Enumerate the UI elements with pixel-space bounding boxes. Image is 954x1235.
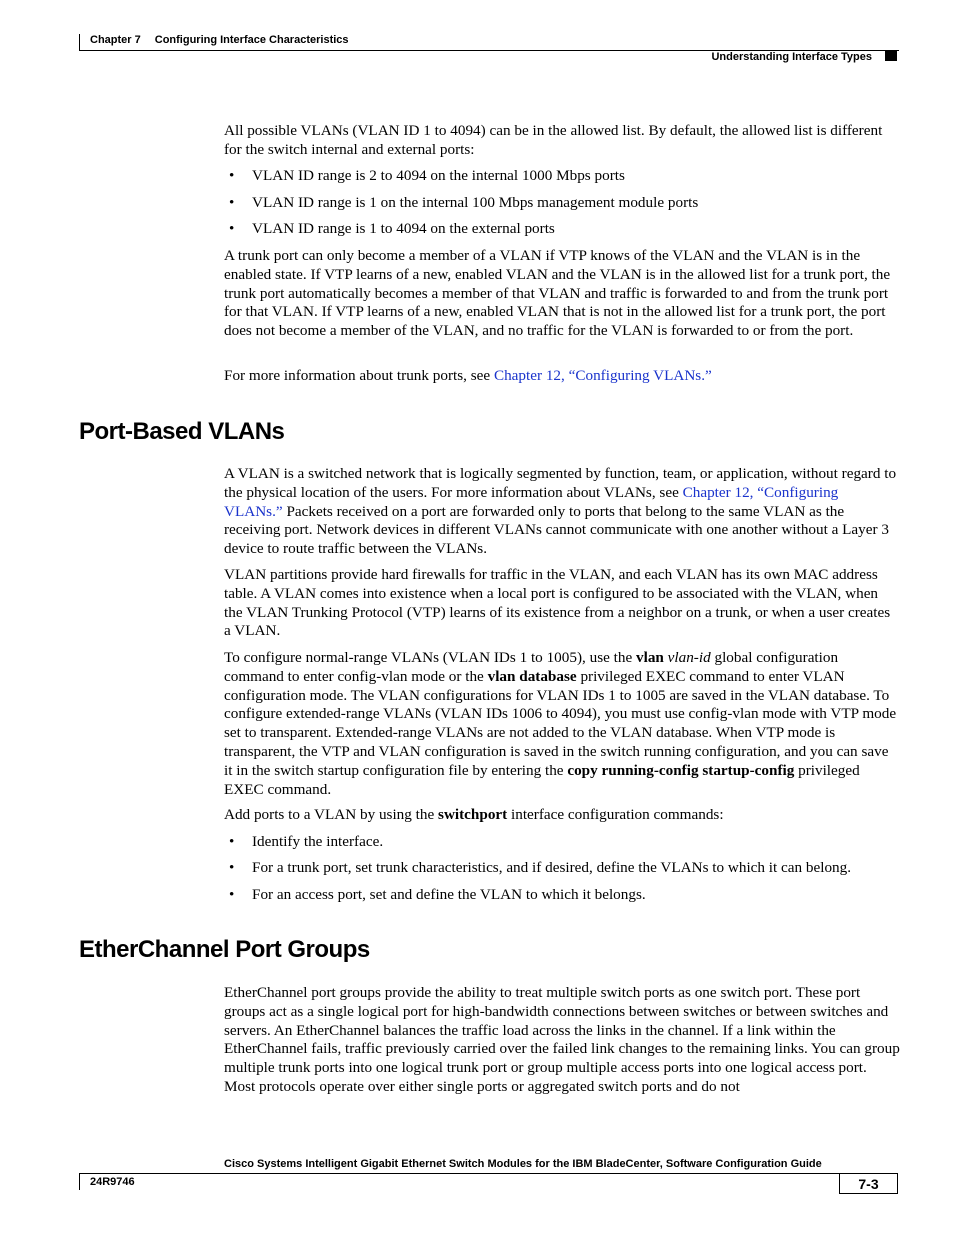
- vlan-paragraph-2: VLAN partitions provide hard firewalls for traffic in the VLAN, and each VLAN has its own MAC address table. A VLAN comes into existence when a local port is configured to be associated with the VLAN, when the VLAN Trunking Protocol (VTP) learns of its existence from a neighbor on a trunk, or when a user creates a VLAN.: [224, 566, 891, 640]
- chapter-12-link[interactable]: Chapter 12, “Configuring VLANs.”: [493, 367, 712, 384]
- bullet-icon: •: [229, 833, 235, 850]
- vlan-p4-text-b: interface configuration commands:: [507, 806, 724, 823]
- cmd-copy-running-config: copy running-config startup-config: [567, 761, 795, 779]
- header-chapter: [90, 34, 363, 46]
- vlan-p1-text-a: A VLAN is a switched network that is logically segmented by function, team, or application, without regard to the physical location of the users. For more information about VLANs, see: [224, 465, 897, 501]
- vlan-paragraph-4: [224, 806, 900, 825]
- footer-rule: [79, 1173, 839, 1174]
- cmd-vlan: vlan: [636, 649, 664, 666]
- cmd-switchport: switchport: [438, 806, 508, 823]
- vlan-p1-text-b: Packets received on a port are forwarded only to ports that belong to the same VLAN as the receiving port. Network devices in different VLANs cannot communicate with one another without a Layer 3 device to route traffic between the VLANs.: [224, 502, 889, 558]
- intro-bullet-2: VLAN ID range is 1 on the internal 100 Mbps management module ports: [252, 194, 699, 211]
- etherchannel-paragraph-1: EtherChannel port groups provide the ability to treat multiple switch ports as one switch port. These port groups act as a single logical port for high-bandwidth connections between switches or between switches and servers. An EtherChannel balances the traffic load across the links in the channel. If a link within the EtherChannel fails, traffic previously carried over the failed link changes to the remaining links. You can group multiple trunk ports into one logical trunk port or group multiple access ports into one logical access port. Most protocols operate over either single ports or aggregated switch ports and do not: [224, 984, 900, 1095]
- heading-etherchannel-port-groups: EtherChannel Port Groups: [79, 936, 370, 963]
- vlan-bullet-2: For a trunk port, set trunk characteristics, and if desired, define the VLANs to which it can belong.: [252, 859, 852, 876]
- intro-p3-text: For more information about trunk ports, see: [224, 367, 494, 384]
- vlan-p3-text-a: To configure normal-range VLANs (VLAN IDs 1 to 1005), use the: [224, 649, 636, 666]
- vlan-p3-text-d: privileged EXEC command.: [224, 761, 860, 798]
- footer-book-title: Cisco Systems Intelligent Gigabit Ethernet Switch Modules for the IBM BladeCenter, Software Configuration Guide: [224, 1158, 822, 1170]
- header-rule-vertical: [79, 34, 80, 50]
- footer-document-number: 24R9746: [90, 1176, 135, 1188]
- vlan-bullet-1: Identify the interface.: [252, 833, 384, 850]
- heading-port-based-vlans: Port-Based VLANs: [79, 418, 285, 445]
- bullet-icon: •: [229, 886, 235, 903]
- intro-paragraph-3: [224, 367, 900, 386]
- chapter-12-link-2[interactable]: Chapter 12, “Configuring VLANs.”: [224, 483, 839, 520]
- bullet-icon: •: [229, 859, 235, 876]
- cmd-vlan-database: vlan database: [487, 667, 577, 685]
- vlan-bullet-3: For an access port, set and define the VLAN to which it belongs.: [252, 886, 646, 903]
- footer-page-number: 7-3: [839, 1173, 898, 1194]
- intro-paragraph-1: All possible VLANs (VLAN ID 1 to 4094) can be in the allowed list. By default, the allowed list is different for the switch internal and external ports:: [224, 122, 883, 158]
- header-marker-block: [885, 51, 897, 61]
- vlan-p3-text-b: global configuration command to enter config-vlan mode or the: [224, 649, 839, 685]
- intro-paragraph-2: A trunk port can only become a member of a VLAN if VTP knows of the VLAN and the VLAN is in the enabled state. If VTP learns of a new, enabled VLAN and the VLAN is in the allowed list for a trunk port, the trunk port automatically becomes a member of that VLAN and traffic is forwarded to and from the trunk port for that VLAN. If VTP learns of a new, enabled VLAN that is not in the allowed list for a trunk port, the port does not become a member of the VLAN, and no traffic for the VLAN is forwarded to or from the port.: [224, 247, 891, 340]
- arg-vlan-id: vlan-id: [667, 649, 711, 666]
- bullet-icon: •: [229, 167, 235, 184]
- header-section-title: Understanding Interface Types: [711, 51, 872, 63]
- bullet-icon: •: [229, 220, 235, 237]
- intro-bullet-1: VLAN ID range is 2 to 4094 on the internal 1000 Mbps ports: [252, 167, 625, 184]
- vlan-p4-text-a: Add ports to a VLAN by using the: [224, 806, 439, 823]
- vlan-paragraph-1: [224, 465, 900, 559]
- header-chapter-number: Chapter 7: [90, 34, 141, 46]
- intro-bullet-3: VLAN ID range is 1 to 4094 on the external ports: [252, 220, 555, 237]
- vlan-p3-text-c: privileged EXEC command to enter VLAN configuration mode. The VLAN configurations for VLAN IDs 1 to 1005 are saved in the VLAN database. To configure extended-range VLANs (VLAN IDs 1006 to 4094), you must use config-vlan mode with VTP mode set to transparent. Extended-range VLANs are not added to the VLAN database. When VTP mode is transparent, the VTP and VLAN configuration is saved in the switch running configuration, and you can save it in the switch startup configuration file by entering the: [224, 667, 897, 779]
- header-chapter-title: Configuring Interface Characteristics: [154, 34, 349, 46]
- bullet-icon: •: [229, 194, 235, 211]
- vlan-paragraph-3: [224, 649, 900, 799]
- footer-rule-vertical: [79, 1173, 80, 1190]
